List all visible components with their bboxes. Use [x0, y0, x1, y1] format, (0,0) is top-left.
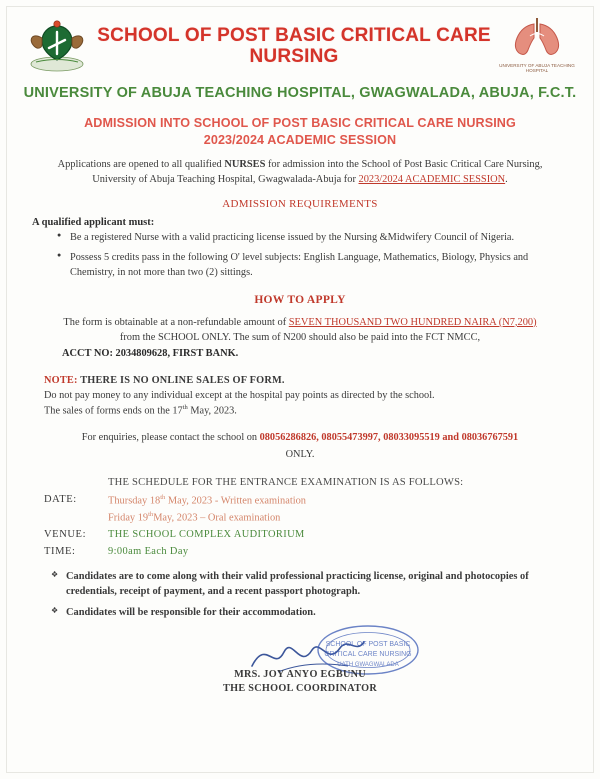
institution-name: UNIVERSITY OF ABUJA TEACHING HOSPITAL, GWAGWALADA, ABUJA, F.C.T. — [23, 85, 577, 101]
nigeria-coat-of-arms-icon — [24, 18, 90, 74]
list-item: ● Be a registered Nurse with a valid practicing license issued by the Nursing &Midwifery Council of Nigeria. — [70, 231, 542, 246]
requirements-list — [70, 231, 542, 281]
apply-text-mid: from the SCHOOL ONLY. The sum of N200 should also be paid into the FCT NMCC, — [119, 332, 481, 344]
schedule-date2-after: May, 2023 – Oral examination — [153, 512, 281, 524]
schedule-value-time: 9:00am Each Day — [108, 546, 189, 558]
schedule-value-venue: THE SCHOOL COMPLEX AUDITORIUM — [108, 529, 305, 541]
list-item: ❖ Candidates are to come along with their valid professional practicing license, original and photocopies of credentials, receipt of payment, and a recent passport photograph. — [66, 569, 542, 599]
note-line-3-after: May, 2023. — [187, 405, 237, 417]
schedule-row-venue — [44, 529, 582, 540]
intro-paragraph — [52, 157, 548, 187]
intro-session: 2023/2024 ACADEMIC SESSION — [358, 173, 506, 185]
note-line-1 — [44, 373, 582, 388]
schedule-row-date — [44, 494, 582, 506]
note-line-3-before: The sales of forms ends on the 17 — [44, 405, 183, 417]
schedule-date2-text: Friday 19 — [108, 512, 149, 524]
svg-text:SCHOOL OF POST BASIC: SCHOOL OF POST BASIC — [325, 641, 411, 649]
schedule-date2-sup: th — [148, 510, 154, 518]
signature-block — [18, 668, 582, 696]
banner-line-2: 2023/2024 ACADEMIC SESSION — [203, 132, 397, 147]
schedule-date-text: Thursday 18 — [108, 495, 161, 507]
apply-account: ACCT NO: 2034809628, FIRST BANK. — [62, 347, 239, 359]
lungs-logo-icon — [498, 16, 576, 76]
banner-line-1: ADMISSION INTO SCHOOL OF POST BASIC CRITICAL CARE NURSING — [84, 115, 516, 130]
svg-text:CRITICAL CARE NURSING: CRITICAL CARE NURSING — [324, 651, 412, 659]
note-line-3-sup: th — [182, 404, 188, 412]
note-line-1-rest: THERE IS NO ONLINE SALES OF FORM. — [77, 374, 285, 386]
note-line-2: Do not pay money to any individual except at the hospital pay points as directed by the school. — [44, 390, 435, 402]
how-to-apply-heading: HOW TO APPLY — [254, 293, 346, 306]
intro-part-1: Applications are opened to all qualified — [57, 158, 225, 170]
schedule-value-date — [108, 494, 306, 506]
how-to-apply-body — [62, 315, 538, 362]
list-item: ● Possess 5 credits pass in the following O' level subjects: English Language, Mathematics, Biology, Physics and Chemistry, in not more than two (2) sittings. — [70, 251, 542, 281]
page-title: SCHOOL OF POST BASIC CRITICAL CARE NURSING — [97, 24, 491, 67]
schedule-label-time: TIME: — [44, 546, 76, 558]
apply-amount: SEVEN THOUSAND TWO HUNDRED NAIRA (N7,200) — [288, 316, 537, 328]
svg-text:UATH GWAGWALADA: UATH GWAGWALADA — [337, 662, 399, 669]
intro-part-2: for admission into the School of Post Basic Critical Care Nursing, University of Abuja Teaching Hospital, Gwagwalada-Abuja for — [92, 158, 543, 185]
signature-role: THE SCHOOL COORDINATOR — [223, 683, 377, 695]
admission-banner — [18, 115, 582, 149]
schedule-label-venue: VENUE: — [44, 529, 87, 541]
document-header — [18, 14, 582, 76]
enquiries-phones: 08056286826, 08055473997, 08033095519 and 08036767591 — [259, 432, 519, 444]
apply-text-before: The form is obtainable at a non-refundable amount of — [63, 316, 289, 328]
requirements-lead: A qualified applicant must: — [32, 217, 155, 228]
schedule-row-date-2 — [108, 511, 582, 523]
schedule-date-sup: th — [160, 494, 166, 502]
intro-part-3: . — [505, 173, 508, 185]
schedule-row-time — [44, 546, 582, 557]
requirements-heading: ADMISSION REQUIREMENTS — [222, 198, 378, 210]
note-line-3 — [44, 403, 582, 419]
schedule-date-after: May, 2023 - Written examination — [165, 495, 306, 507]
list-item: ❖ Candidates will be responsible for their accommodation. — [66, 605, 542, 620]
schedule-rows — [44, 494, 582, 557]
schedule-title: THE SCHEDULE FOR THE ENTRANCE EXAMINATION IS AS FOLLOWS: — [108, 477, 464, 489]
candidate-notes-list — [66, 569, 542, 620]
intro-nurses: NURSES — [224, 158, 266, 170]
enquiries-only: ONLY. — [285, 448, 315, 460]
enquiries-block — [54, 430, 546, 462]
enquiries-text: For enquiries, please contact the school on — [81, 432, 260, 444]
note-block — [44, 373, 582, 420]
signature-area — [18, 626, 582, 704]
note-label: NOTE: — [44, 374, 78, 386]
logo-caption: UNIVERSITY OF ABUJA TEACHING HOSPITAL — [499, 63, 575, 74]
signature-name: MRS. JOY ANYO EGBUNU — [234, 669, 366, 681]
schedule-label-date: DATE: — [44, 494, 77, 506]
